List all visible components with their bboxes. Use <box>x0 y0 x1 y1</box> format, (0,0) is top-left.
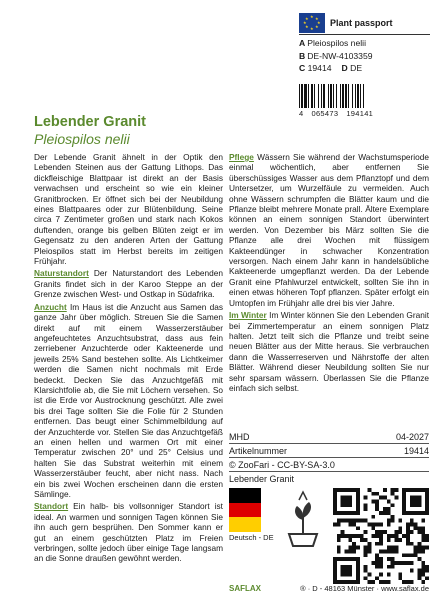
eu-flag-icon: ★ ★ ★ ★ ★ ★ ★ ★ <box>299 13 325 33</box>
plant-passport <box>299 11 430 118</box>
language-label: Deutsch - DE <box>229 533 274 542</box>
passport-a: A Pleiospilos nelii <box>299 38 366 48</box>
passport-header <box>299 11 430 35</box>
copyright-row: © ZooFari - CC-BY-SA-3.0 <box>229 458 429 472</box>
page-subtitle: Pleiospilos nelii <box>34 131 130 147</box>
barcode-digits: 4 065473 194141 <box>299 109 374 118</box>
right-column <box>229 152 429 395</box>
brand-logo: SAFLAX <box>229 584 261 593</box>
german-flag-icon <box>229 488 261 532</box>
standort-paragraph: Standort Ein halb- bis vollsonniger Standort ist ideal. An warmen und sonnigen Tagen können Sie ihn auch gern besprühen. Den Sommer kann er gut an einem geschützten Platz im Freien verbringen, sollte jedoch über einige Tage langsam an die Sonne draußen gewöhnt werden. <box>34 501 223 564</box>
left-column <box>34 152 223 566</box>
passport-title: Plant passport <box>330 17 393 28</box>
article-row: Artikelnummer 19414 <box>229 444 429 458</box>
winter-paragraph: Im Winter Im Winter können Sie den Lebenden Granit bei Zimmertemperatur an einem sonnigen Platz halten. Jetzt teilt sich die Pflanze und treibt seine neuen Blätter aus der Mitte heraus. Sie verbrauchen dann die Wasserreserven und Nährstoffe der alten Blätter. Während dieser Neubildung sollten Sie nur sehr sparsam wässern. Überlassen Sie die Pflanze einfach sich selbst. <box>229 310 429 393</box>
mhd-row: MHD 04-2027 <box>229 430 429 444</box>
footer-address: ® · D - 48163 Münster · www.saflax.de <box>300 584 429 593</box>
info-table <box>229 430 429 486</box>
barcode-bars <box>299 84 364 108</box>
title-block <box>34 114 146 147</box>
passport-cd: C 19414 D DE <box>299 63 363 73</box>
pflege-paragraph: Pflege Wässern Sie während der Wachstumsperiode einmal wöchentlich, aber entfernen Sie überschüssiges Wasser aus dem Pflanztopf und dem Untersetzer, um Wurzelfäule zu vermeiden. Auch ohne Wässern schrumpfen die Blätter kaum und die Pflanze bleibt mehrere Monate prall. Ältere Exemplare können an einem sonnigen Standort überwintert werden. Von Dezember bis März sollten Sie die Pflanze alle drei Wochen mit flüssigem Kakteendünger in schwacher Konzentration versorgen. Nach einem Jahr kann in handelsübliche Kakteenerde umgepflanzt werden. Da der Lebende Granit eine Pfahlwurzel entwickelt, sollten Sie ihn in einen etwas höheren Topf pflanzen. Später erfolgt ein Umtopfen im Frühjahr alle drei bis vier Jahre. <box>229 152 429 308</box>
sowing-icon <box>279 488 327 548</box>
page-title: Lebender Granit <box>34 114 146 130</box>
intro-paragraph: Der Lebende Granit ähnelt in der Optik den Lebenden Steinen aus der Gattung Lithops. Das dickfleischige Blattpaar ist direkt an der Basis verwachsen und erscheint so wie ein kleiner Granitbrocken. Er öffnet sich bei der Neubildung eines Blattpaares oder zur Blütenbildung. Seine circa 7 Zentimeter großen und stark nach Kokos duftenden, orange bis gelben Blüten zeigt er im Gegensatz zu den anderen Arten der Gattung Pleiospilos statt im Herbst bereits im zeitigen Frühjahr. <box>34 152 223 267</box>
name-row: Lebender Granit <box>229 474 295 484</box>
qr-code <box>333 488 429 584</box>
barcode <box>299 76 430 108</box>
footer <box>229 584 429 593</box>
naturstandort-paragraph: Naturstandort Der Naturstandort des Lebenden Granits findet sich in der Karoo Steppe an der Grenze zwischen West- und Ostkap in Südafrika. <box>34 268 223 300</box>
anzucht-paragraph: Anzucht Im Haus ist die Anzucht aus Samen das ganze Jahr über möglich. Streuen Sie die Samen direkt auf mit einem Wasserzerstäuber angefeuchtetes Anzuchtsubstrat, dass aus fein zerriebener Anzuchterde oder Kakteenerde und jeweils 25% Sand bestehen sollte. Als Lichtkeimer werden die Samen nicht nochmals mit Erde bedeckt. Decken Sie das Anzuchtgefäß mit Klarsichtfolie ab, die Sie mit Löchern versehen. So ist die Erde vor Austrocknung geschützt. Alle zwei bis drei Tage sollten Sie die Folie für 2 Stunden entfernen. Das beugt einer Schimmelbildung auf der Anzuchterde vor. Stellen Sie das Anzuchtgefäß an einen hellen und warmen Ort mit einer Temperatur zwischen 20° und 25° Celsius und halten Sie das Substrat weiterhin mit einem Wasserzerstäuber feucht, aber nicht nass. Nach ein bis zwei Wochen erscheinen dann die ersten Sämlinge. <box>34 301 223 499</box>
passport-b: B DE-NW-4103359 <box>299 51 373 61</box>
